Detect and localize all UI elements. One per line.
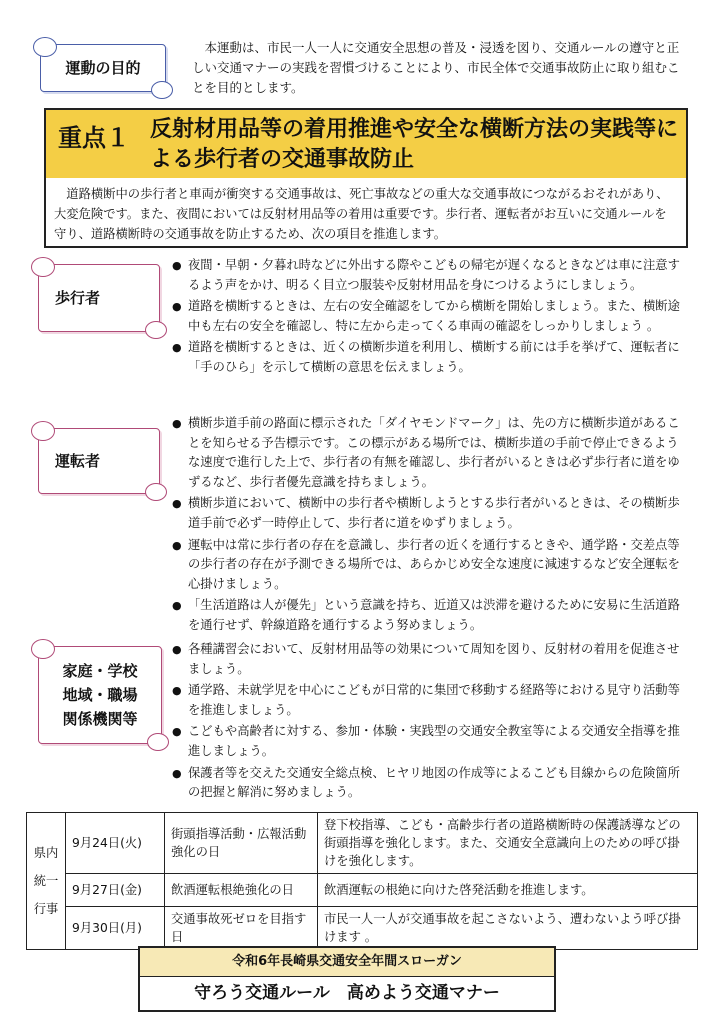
priority1-title: 反射材用品等の着用推進や安全な横断方法の実践等による歩行者の交通事故防止 (150, 116, 679, 172)
event-desc: 飲酒運転の根絶に向けた啓発活動を推進します。 (318, 874, 698, 907)
list-item: ● 保護者等を交えた交通安全総点検、ヒヤリ地図の作成等によるこども目線からの危険箇所の把握と解消に努めましょう。 (172, 764, 684, 803)
slogan-text: 守ろう交通ルール 高めよう交通マナー (194, 983, 500, 1003)
purpose-text: 本運動は、市民一人一人に交通安全思想の普及・浸透を図り、交通ルールの遵守と正しい交通マナーの実践を習慣づけることにより、市民全体で交通事故防止に取り組むことを目的とします。 (192, 40, 680, 95)
community-label (39, 647, 161, 731)
event-desc: 登下校指導、こども・高齢歩行者の道路横断時の保護誘導などの街頭指導を強化します。また、交通安全意識向上のための呼び掛けを強化します。 (318, 813, 698, 874)
priority1-box (44, 108, 688, 248)
purpose-label: 運動の目的 (65, 59, 141, 77)
event-date: 9月30日(月) (66, 907, 165, 950)
list-item: ● こどもや高齢者に対する、参加・体験・実践型の交通安全教室等による交通安全指導を推進しましょう。 (172, 722, 684, 761)
list-item: ● 通学路、未就学児を中心にこどもが日常的に集団で移動する経路等における見守り活動等を推進しましょう。 (172, 681, 684, 720)
list-item: ● 道路を横断するときは、近くの横断歩道を利用し、横断する前には手を挙げて、運転者に「手のひら」を示して横断の意思を伝えましょう。 (172, 338, 684, 377)
driver-label: 運転者 (55, 452, 101, 470)
events-header-line-3: 行事 (33, 902, 59, 916)
events-table (26, 812, 698, 950)
list-item: ● 道路を横断するときは、左右の安全確認をしてから横断を開始しましょう。また、横断途中も左右の安全を確認し、特に左から走ってくる車両の確認をしっかりしましょう 。 (172, 297, 684, 336)
driver-list (172, 414, 684, 638)
list-item: ● 横断歩道手前の路面に標示された「ダイヤモンドマーク」は、先の方に横断歩道があることを知らせる予告標示です。この標示がある場所では、横断歩道の手前で停止できるような速度で進行した上で、歩行者の有無を確認し、歩行者がいるときは必ず歩行者に道をゆずるなど、歩行者優先意識を持ちましょう。 (172, 414, 684, 492)
event-date: 9月24日(火) (66, 813, 165, 874)
table-row (27, 874, 698, 907)
slogan-heading: 令和6年長崎県交通安全年間スローガン (140, 948, 554, 977)
list-item: ● 夜間・早朝・夕暮れ時などに外出する際やこどもの帰宅が遅くなるときなどは車に注意するよう声をかけ、明るく目立つ服装や反射材用品を身につけるようにしましょう。 (172, 256, 684, 295)
community-label-box (38, 646, 162, 744)
event-name: 交通事故死ゼロを目指す日 (165, 907, 318, 950)
events-header-line-2: 統一 (33, 874, 59, 888)
community-label-line-3: 関係機関等 (62, 710, 138, 728)
priority1-tag: 重点１ (58, 124, 130, 152)
driver-label-box (38, 428, 160, 494)
list-item: ● 各種講習会において、反射材用品等の効果について周知を図り、反射材の着用を促進させましょう。 (172, 640, 684, 679)
event-desc: 市民一人一人が交通事故を起こさないよう、遭わないよう呼び掛けます 。 (318, 907, 698, 950)
list-item: ● 運転中は常に歩行者の存在を意識し、歩行者の近くを通行するときや、通学路・交差点等の歩行者の存在が予測できる場所では、あらかじめ安全な速度に減速するなど安全運転を心掛けましょう。 (172, 536, 684, 595)
community-label-line-2: 地域・職場 (62, 686, 138, 704)
pedestrian-label: 歩行者 (55, 289, 101, 307)
table-row (27, 813, 698, 874)
event-name: 飲酒運転根絶強化の日 (165, 874, 318, 907)
slogan-box (138, 946, 556, 1012)
list-item: ● 横断歩道において、横断中の歩行者や横断しようとする歩行者がいるときは、その横断歩道手前で必ず一時停止して、歩行者に道をゆずりましょう。 (172, 494, 684, 533)
community-label-line-1: 家庭・学校 (62, 662, 138, 680)
event-date: 9月27日(金) (66, 874, 165, 907)
priority1-body: 道路横断中の歩行者と車両が衝突する交通事故は、死亡事故などの重大な交通事故につながるおそれがあり、大変危険です。また、夜間においては反射材用品等の着用は重要です。歩行者、運転者がお互いに交通ルールを守り、道路横断時の交通事故を防止するため、次の項目を推進します。 (54, 187, 669, 241)
events-header (27, 813, 66, 950)
pedestrian-list (172, 256, 684, 380)
events-header-line-1: 県内 (33, 846, 59, 860)
table-row (27, 907, 698, 950)
purpose-label-box (40, 44, 166, 92)
list-item: ● 「生活道路は人が優先」という意識を持ち、近道又は渋滞を避けるために安易に生活道路を通行せず、幹線道路を通行するよう努めましょう。 (172, 596, 684, 635)
event-name: 街頭指導活動・広報活動強化の日 (165, 813, 318, 874)
community-list (172, 640, 684, 805)
pedestrian-label-box (38, 264, 160, 332)
